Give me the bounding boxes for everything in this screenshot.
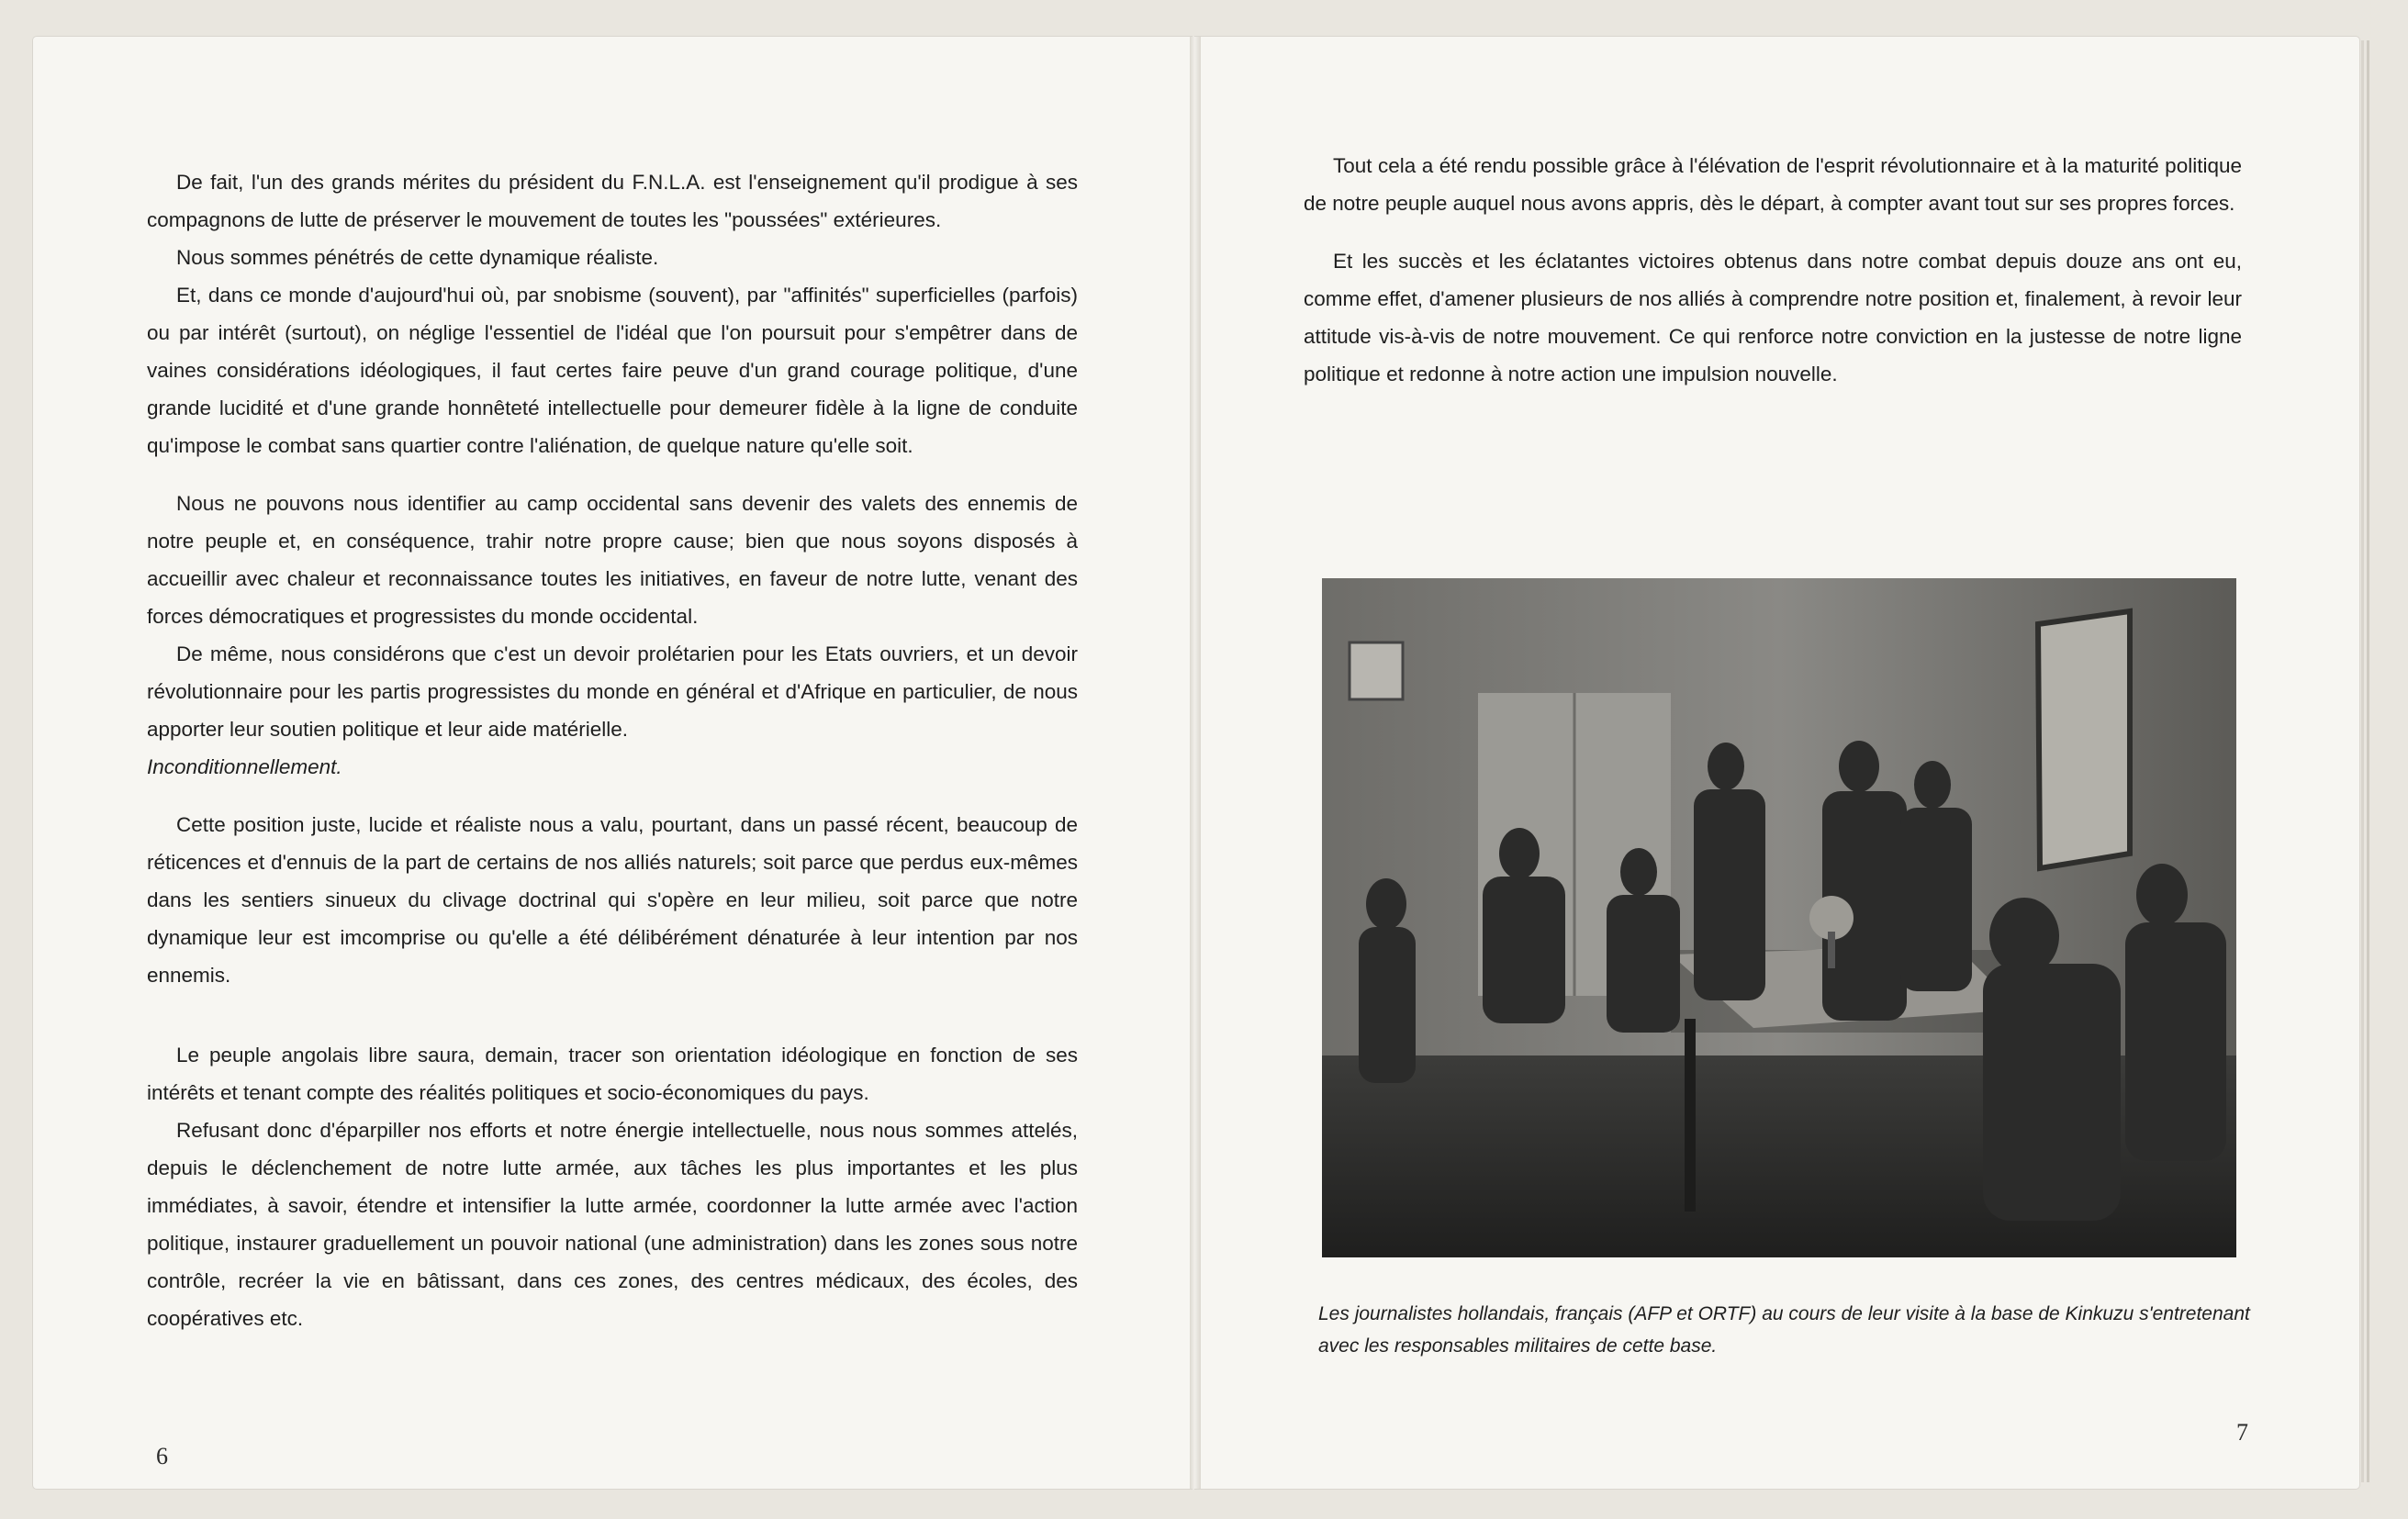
meeting-photo-illustration xyxy=(1322,578,2236,1257)
paragraph: Tout cela a été rendu possible grâce à l'élévation de l'esprit révolutionnaire et à la maturité politique de notre peuple auquel nous avons appris, dès le départ, à compter avant tout sur ses propres forces. xyxy=(1304,154,2242,215)
page-edge xyxy=(2367,40,2369,1482)
paragraph: De même, nous considérons que c'est un devoir prolétarien pour les Etats ouvriers, et un devoir révolutionnaire pour les partis progressistes du monde en général et d'Afrique en particulier, de nous apporter leur soutien politique et leur aide matérielle. xyxy=(147,642,1078,741)
paragraph: De fait, l'un des grands mérites du président du F.N.L.A. est l'enseignement qu'il prodigue à ses compagnons de lutte de préserver le mouvement de toutes les "poussées" extérieures. xyxy=(147,171,1078,231)
page-edge xyxy=(2361,40,2364,1482)
paragraph: Et, dans ce monde d'aujourd'hui où, par snobisme (souvent), par "affinités" superficielles (parfois) ou par intérêt (surtout), on néglige l'essentiel de l'idéal que l'on poursuit pour s'empêtrer dans de vaines considérations idéologiques, il faut certes faire peuve d'un grand courage politique, d'une grande lucidité et d'une grande honnêteté intellectuelle pour demeurer fidèle à la ligne de conduite qu'impose le combat sans quartier contre l'aliénation, de quelque nature qu'elle soit. xyxy=(147,284,1078,457)
book-gutter xyxy=(1190,37,1201,1489)
paragraph: Refusant donc d'éparpiller nos efforts et notre énergie intellectuelle, nous nous sommes attelés, depuis le déclenchement de notre lutte armée, aux tâches les plus importantes et les plus immédiates, à savoir, étendre et intensifier la lutte armée, coordonner la lutte armée avec l'action politique, instaurer graduellement un pouvoir national (une administration) dans les zones sous notre contrôle, recréer la vie en bâtissant, dans ces zones, des centres médicaux, des écoles, des coopératives etc. xyxy=(147,1119,1078,1330)
right-page-body xyxy=(1304,147,2242,393)
paragraph: Le peuple angolais libre saura, demain, tracer son orientation idéologique en fonction de ses intérêts et tenant compte des réalités politiques et socio-économiques du pays. xyxy=(147,1044,1078,1104)
left-page-body xyxy=(147,163,1078,1337)
paragraph: Nous sommes pénétrés de cette dynamique réaliste. xyxy=(176,246,659,269)
paragraph: Et les succès et les éclatantes victoires obtenus dans notre combat depuis douze ans ont eu, comme effet, d'amener plusieurs de nos alliés à comprendre notre position et, finalement, à revoir leur attitude vis-à-vis de notre mouvement. Ce qui renforce notre conviction en la justesse de notre ligne politique et redonne à notre action une impulsion nouvelle. xyxy=(1304,250,2242,385)
italic-word: Inconditionnellement. xyxy=(147,755,342,778)
paragraph: Cette position juste, lucide et réaliste nous a valu, pourtant, dans un passé récent, beaucoup de réticences et d'ennuis de la part de certains de nos alliés naturels; soit parce que perdus eux-mêmes dans les sentiers sinueux du clivage doctrinal qui s'opère en leur milieu, soit parce que notre dynamique leur est imcomprise ou qu'elle a été délibérément dénaturée à leur intention par nos ennemis. xyxy=(147,813,1078,987)
page-number-left: 6 xyxy=(156,1443,168,1469)
paragraph: Nous ne pouvons nous identifier au camp occidental sans devenir des valets des ennemis de notre peuple et, en conséquence, trahir notre propre cause; bien que nous soyons disposés à accueillir avec chaleur et reconnaissance toutes les initiatives, en faveur de notre lutte, venant des forces démocratiques et progressistes du monde occidental. xyxy=(147,492,1078,628)
photo-caption: Les journalistes hollandais, français (AFP et ORTF) au cours de leur visite à la base de Kinkuzu s'entretenant avec les responsables militaires de cette base. xyxy=(1318,1303,2250,1357)
italic-line xyxy=(147,748,1078,786)
meeting-photo xyxy=(1322,578,2236,1257)
page-number-right: 7 xyxy=(2236,1419,2248,1446)
